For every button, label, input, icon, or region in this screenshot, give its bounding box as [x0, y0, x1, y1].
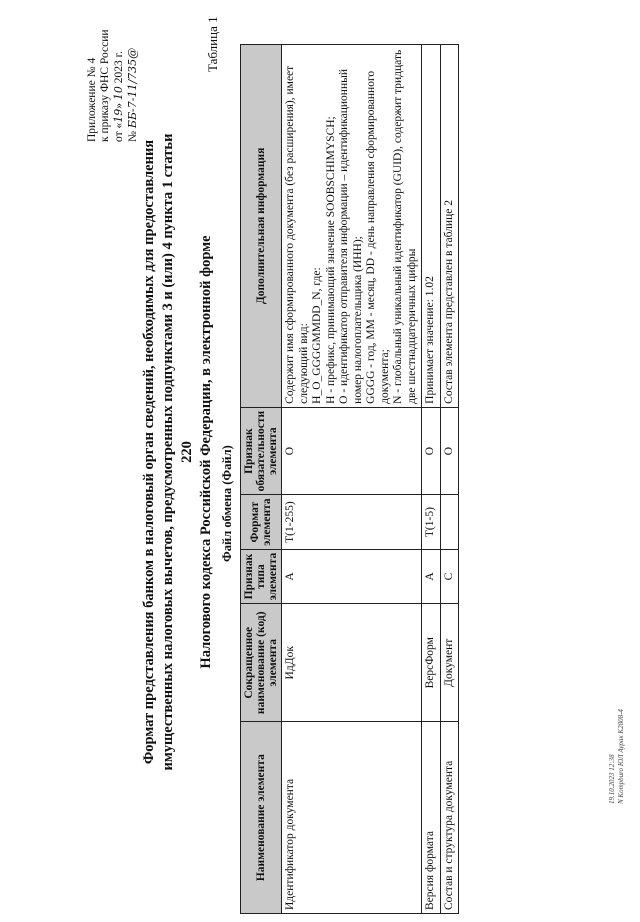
header-element-name: Наименование элемента [241, 722, 282, 914]
cell-format [440, 495, 459, 549]
cell-info: Состав элемента представлен в таблице 2 [440, 45, 459, 408]
cell-code: Документ [440, 604, 459, 722]
cell-name: Состав и структура документа [440, 722, 459, 914]
appendix-line1: Приложение № 4 [86, 57, 98, 142]
cell-code: ВерсФорм [422, 604, 441, 722]
header-element-required: Признак обязательности элемента [241, 407, 282, 495]
cell-info: Принимает значение: 1.02 [422, 45, 441, 408]
cell-type: А [282, 549, 422, 603]
table-number: Таблица 1 [205, 16, 220, 72]
elements-table [240, 44, 459, 914]
header-element-format: Формат элемента [241, 495, 282, 549]
cell-required: О [440, 407, 459, 495]
appendix-block [86, 0, 140, 142]
appendix-date: от «19» 10 2023 г. [112, 51, 125, 142]
table-header-row [241, 45, 282, 914]
cell-name: Идентификатор документа [282, 722, 422, 914]
cell-name: Версия формата [422, 722, 441, 914]
table-caption: Файл обмена (Файл) [220, 445, 234, 562]
appendix-number: № ББ-7-11/735@ [126, 47, 139, 142]
footer-note: 19.10.2023 12:38 N Kompburo ЮЛ Ayрак К2808-4 [608, 709, 625, 804]
cell-format: T(1-255) [282, 495, 422, 549]
cell-type: С [440, 549, 459, 603]
cell-required: О [282, 407, 422, 495]
table-row [282, 45, 422, 914]
cell-format: T(1-5) [422, 495, 441, 549]
header-element-type: Признак типа элемента [241, 549, 282, 603]
cell-type: А [422, 549, 441, 603]
document-title: Формат представления банком в налоговый орган сведений, необходимых для предоставления имущественных налоговых вычетов, предусмотренных подпунктами 3 и (или) 4 пункта 1 статьи 220 Налогового кодекса Российской Федерации, в электронной форме [141, 133, 214, 771]
header-additional-info: Дополнительная информация [241, 45, 282, 408]
handwritten-day: 19 [112, 108, 125, 123]
cell-code: ИдДок [282, 604, 422, 722]
handwritten-number: ББ-7-11/735@ [126, 47, 139, 129]
header-element-code: Сокращенное наименование (код) элемента [241, 604, 282, 722]
table-row [440, 45, 459, 914]
appendix-line2: к приказу ФНС России [99, 29, 111, 142]
cell-info: Содержит имя сформированного документа (без расширения), имеет следующий вид: Н_О_GGGGMMDD_N, где: Н - префикс, принимающий значение SOOBSCHIMYSCH; О - идентификатор отправителя информации – идентификационный номер налогоплательщика (ИНН); GGGG - год, MM - месяц, DD - день направления сформированного документа; N - глобальный уникальный идентификатор (GUID), содержит тридцать две шестнадцатеричных цифры [282, 45, 422, 408]
cell-required: О [422, 407, 441, 495]
table-row [422, 45, 441, 914]
handwritten-month: 10 [112, 86, 125, 101]
